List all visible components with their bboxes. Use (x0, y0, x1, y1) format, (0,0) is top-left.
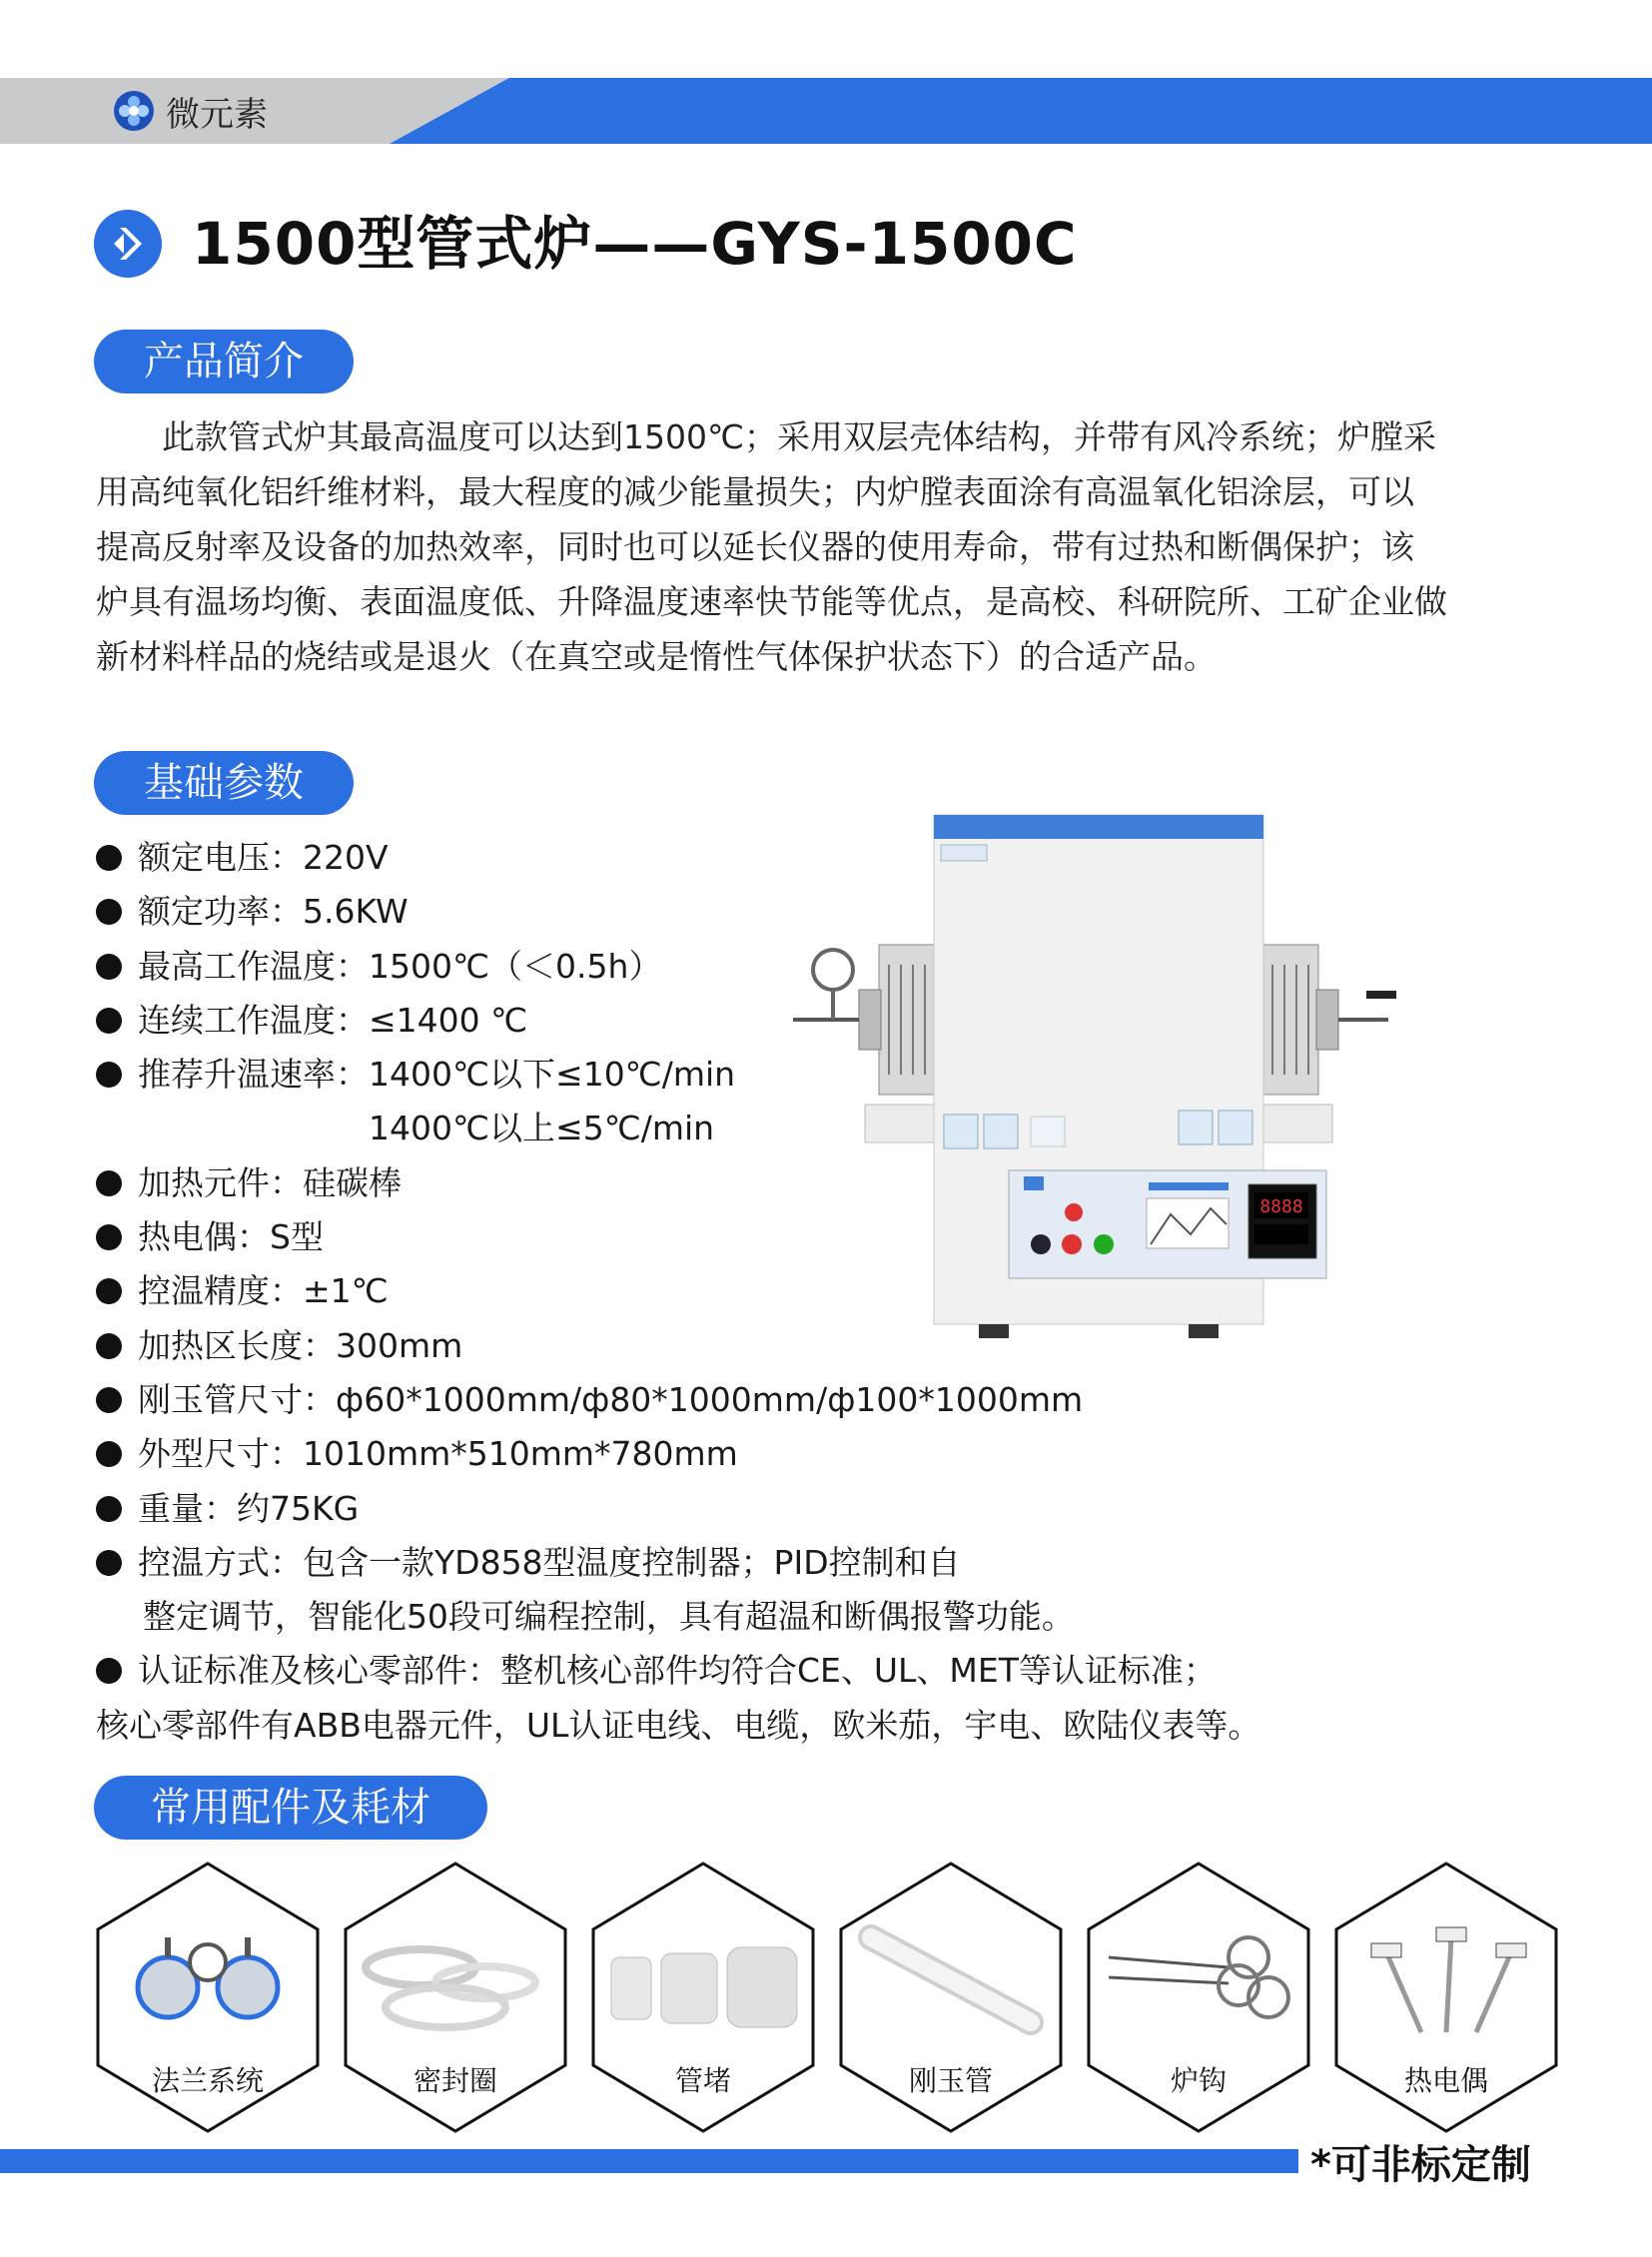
spec-text: 核心零部件有ABB电器元件，UL认证电线、电缆，欧米茄，宇电、欧陆仪表等。 (96, 1705, 1261, 1745)
spec-text: 加热元件：硅碳棒 (138, 1162, 402, 1202)
bullet-icon (96, 1387, 122, 1413)
spec-text: 最高工作温度：1500℃（＜0.5h） (138, 946, 662, 986)
section-heading-params: 基础参数 (94, 751, 354, 815)
accessory-label: 密封圈 (413, 2064, 497, 2097)
bullet-icon (96, 1658, 122, 1684)
controller-display: 8888 (1259, 1196, 1303, 1217)
spec-item (96, 1644, 1217, 1698)
bullet-icon (96, 899, 122, 925)
spec-item (96, 1427, 1195, 1481)
bullet-icon (96, 954, 122, 980)
bullet-icon (96, 1441, 122, 1467)
accessory-label: 炉钩 (1170, 2064, 1227, 2097)
intro-line: 此款管式炉其最高温度可以达到1500℃；采用双层壳体结构，并带有风冷系统；炉膛采 (162, 417, 1437, 456)
bullet-icon (96, 1008, 122, 1034)
bullet-icon (96, 845, 122, 871)
spec-text: 额定功率：5.6KW (138, 892, 409, 932)
brand (112, 88, 268, 134)
spec-text: 加热区长度：300mm (138, 1325, 463, 1365)
spec-text: 1400℃以上≤5℃/min (369, 1109, 715, 1148)
spec-text: 控温方式：包含一款YD858型温度控制器；PID控制和自 (138, 1542, 961, 1582)
intro-line: 提高反射率及设备的加热效率，同时也可以延长仪器的使用寿命，带有过热和断偶保护；该 (96, 527, 1414, 566)
top-banner-blue (390, 78, 1652, 144)
spec-text: 连续工作温度：≤1400 ℃ (138, 1000, 528, 1040)
spec-item (96, 1536, 1195, 1590)
accessory-label: 法兰系统 (151, 2064, 264, 2097)
spec-text: 推荐升温速率：1400℃以下≤10℃/min (138, 1055, 736, 1095)
accessory-card (1326, 1858, 1566, 2137)
section-heading-accessories: 常用配件及耗材 (94, 1776, 487, 1840)
spec-text: 整定调节，智能化50段可编程控制，具有超温和断偶报警功能。 (142, 1597, 1075, 1637)
spec-text: 认证标准及核心零部件：整机核心部件均符合CE、UL、MET等认证标准； (138, 1651, 1217, 1691)
spec-text: 控温精度：±1℃ (138, 1271, 389, 1311)
page-title: 1500型管式炉——GYS-1500C (192, 210, 1078, 278)
bullet-icon (96, 1496, 122, 1522)
bullet-icon (96, 1170, 122, 1196)
section-heading-intro: 产品简介 (94, 330, 354, 393)
spec-item (96, 1482, 1195, 1536)
bullet-icon (96, 1550, 122, 1576)
bullet-icon (96, 1224, 122, 1250)
footer-bar (0, 2149, 1298, 2173)
bullet-icon (96, 1278, 122, 1304)
spec-item (96, 1373, 1195, 1427)
flower-logo-icon (112, 89, 156, 133)
accessory-label: 热电偶 (1403, 2064, 1488, 2097)
accessory-card (336, 1858, 575, 2137)
intro-line: 新材料样品的烧结或是退火（在真空或是惰性气体保护状态下）的合适产品。 (96, 637, 1217, 676)
spec-item (96, 1699, 1261, 1753)
accessory-row (88, 1858, 1566, 2137)
spec-text: 刚玉管尺寸：ф60*1000mm/ф80*1000mm/ф100*1000mm (138, 1379, 1084, 1419)
bullet-icon (96, 1062, 122, 1088)
intro-line: 炉具有温场均衡、表面温度低、升降温度速率快节能等优点，是高校、科研院所、工矿企业做 (96, 582, 1447, 621)
spec-text: 额定电压：220V (138, 838, 389, 877)
accessory-card (1079, 1858, 1318, 2137)
bullet-icon (96, 1333, 122, 1359)
accessory-label: 刚玉管 (908, 2064, 993, 2097)
spec-text: 重量：约75KG (138, 1488, 360, 1528)
accessory-card (583, 1858, 823, 2137)
chevron-right-circle-icon (92, 208, 164, 280)
accessory-card (831, 1858, 1071, 2137)
spec-item (96, 1590, 1195, 1644)
brand-name: 微元素 (166, 94, 268, 135)
intro-text (96, 409, 1574, 684)
tube-furnace-image (779, 805, 1418, 1344)
footer-note: *可非标定制 (1310, 2142, 1531, 2188)
accessory-card (88, 1858, 328, 2137)
spec-text: 外型尺寸：1010mm*510mm*780mm (138, 1434, 738, 1474)
intro-line: 用高纯氧化铝纤维材料，最大程度的减少能量损失；内炉膛表面涂有高温氧化铝涂层，可以 (96, 472, 1414, 511)
accessory-label: 管堵 (674, 2064, 731, 2097)
spec-text: 热电偶：S型 (138, 1217, 324, 1257)
